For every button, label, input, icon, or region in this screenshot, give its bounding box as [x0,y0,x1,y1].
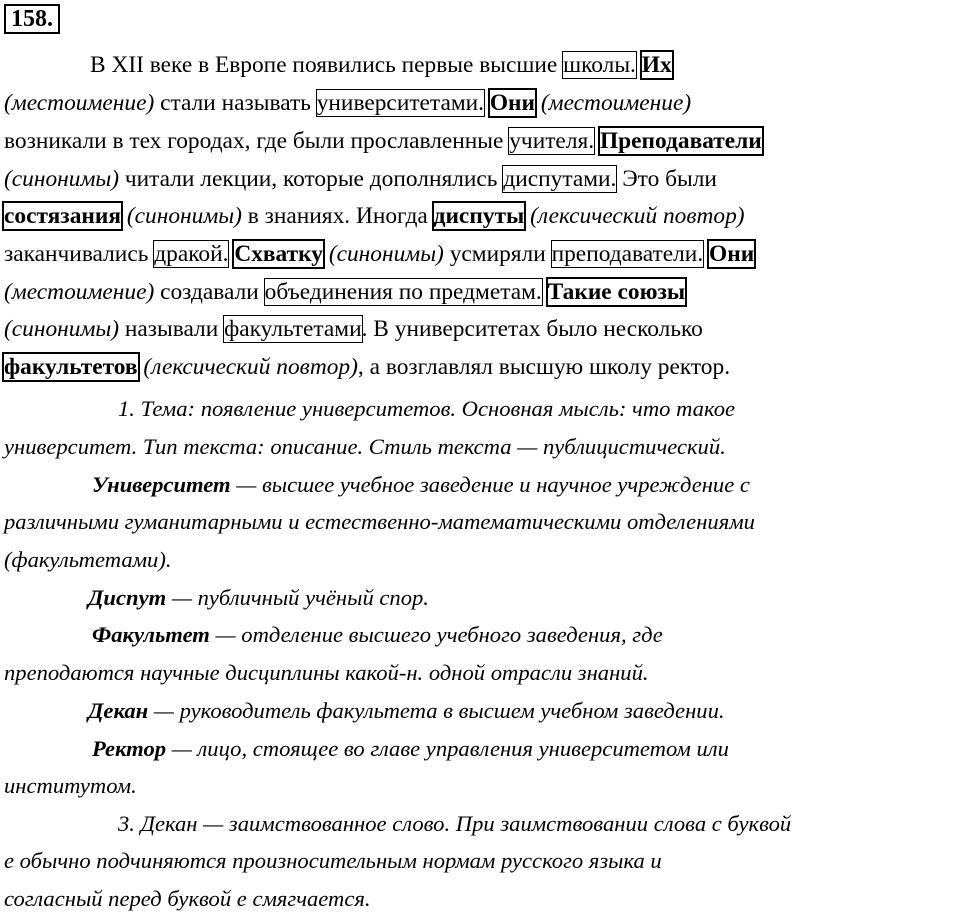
text-line [0,352,960,382]
italic-note: (факультетами). [4,547,172,572]
text-run: В XII веке в Европе появились первые высшие [90,52,564,78]
text-run: усмиряли [443,241,552,267]
answer-line [0,771,960,801]
answer-line [0,809,960,839]
italic-note: университет. Тип текста: описание. Стиль текста — публицистический. [4,434,726,459]
boxed-bold-word: Такие союзы [547,279,686,305]
answer-line [0,696,960,726]
answer-line [0,658,960,688]
text-run: в знаниях. Иногда [241,203,434,229]
italic-note: — руководитель факультета в высшем учебном заведении. [148,698,725,723]
italic-note: (синонимы) [4,316,120,342]
italic-note: (синонимы) [126,203,242,229]
text-run: стали называть [154,90,317,116]
italic-note: е обычно подчиняются произносительным нормам русского языка и [4,848,662,873]
boxed-bold-word: Они [489,90,536,116]
boxed-bold-word: Их [641,52,672,78]
boxed-bold-word: состязания [4,203,121,229]
italic-note: согласный перед буквой е смягчается. [4,886,371,911]
boxed-bold-word: факультетов [4,354,138,380]
italic-note: (синонимы) [4,166,120,192]
italic-note: — лицо, стоящее во главе управления университетом или [166,736,729,761]
italic-note: (местоимение) [540,90,692,116]
text-run: . В университетах было несколько [361,316,703,342]
boxed-word: диспутами. [503,166,617,192]
text-line [0,88,960,118]
text-line [0,201,960,231]
boxed-word: факультетами [224,316,362,342]
italic-note: (синонимы) [328,241,444,267]
text-line [0,314,960,344]
answer-line [0,734,960,764]
text-line [0,239,960,269]
boxed-bold-word: Схватку [234,241,323,267]
italic-note: 3. Декан — заимствованное слово. При заимствовании слова с буквой [118,811,792,836]
italic-note: (лексический повтор) [143,354,358,380]
answer-line [0,470,960,500]
italic-note: (лексический повтор) [530,203,745,229]
term: Диспут [88,585,167,610]
boxed-bold-word: Преподаватели [599,128,762,154]
italic-note: различными гуманитарными и естественно-математическими отделениями [4,509,755,534]
boxed-word: школы. [563,52,636,78]
text-run: возникали в тех городах, где были прославленные [4,128,510,154]
text-run: называли [119,316,225,342]
answer-line [0,884,960,914]
boxed-word: университетами. [316,90,484,116]
text-run [636,52,642,78]
answer-line [0,507,960,537]
text-run [484,90,490,116]
text-run: , а возглавлял высшую школу ректор. [357,354,731,380]
text-line [0,277,960,307]
text-line [0,164,960,194]
italic-note: (местоимение) [4,279,155,305]
italic-note: — публичный учёный спор. [166,585,429,610]
italic-note: (местоимение) [4,90,155,116]
boxed-word: дракой. [154,241,229,267]
answer-line [0,432,960,462]
answer-line [0,394,960,424]
text-run: читали лекции, которые дополнялись [119,166,504,192]
answer-line [0,620,960,650]
term: Факультет [92,622,210,647]
exercise-number: 158. [4,4,60,34]
answer-line [0,846,960,876]
text-run: создавали [154,279,265,305]
boxed-word: учителя. [509,128,595,154]
boxed-word: объединения по предметам. [264,279,542,305]
boxed-bold-word: диспуты [433,203,525,229]
answer-line [0,545,960,575]
italic-note: преподаются научные дисциплины какой-н. одной отрасли знаний. [4,660,649,685]
term: Университет [92,472,231,497]
text-run: Это были [616,166,717,192]
text-run: заканчивались [4,241,155,267]
italic-note: 1. Тема: появление университетов. Основная мысль: что такое [118,396,736,421]
boxed-word: преподаватели. [551,241,704,267]
italic-note: институтом. [4,773,137,798]
answer-line [0,583,960,613]
text-run [542,279,548,305]
term: Декан [88,698,149,723]
italic-note: — высшее учебное заведение и научное учреждение с [230,472,750,497]
text-line [0,50,960,80]
text-line [0,126,960,156]
italic-note: — отделение высшего учебного заведения, где [209,622,663,647]
term: Ректор [92,736,167,761]
boxed-bold-word: Они [709,241,755,267]
